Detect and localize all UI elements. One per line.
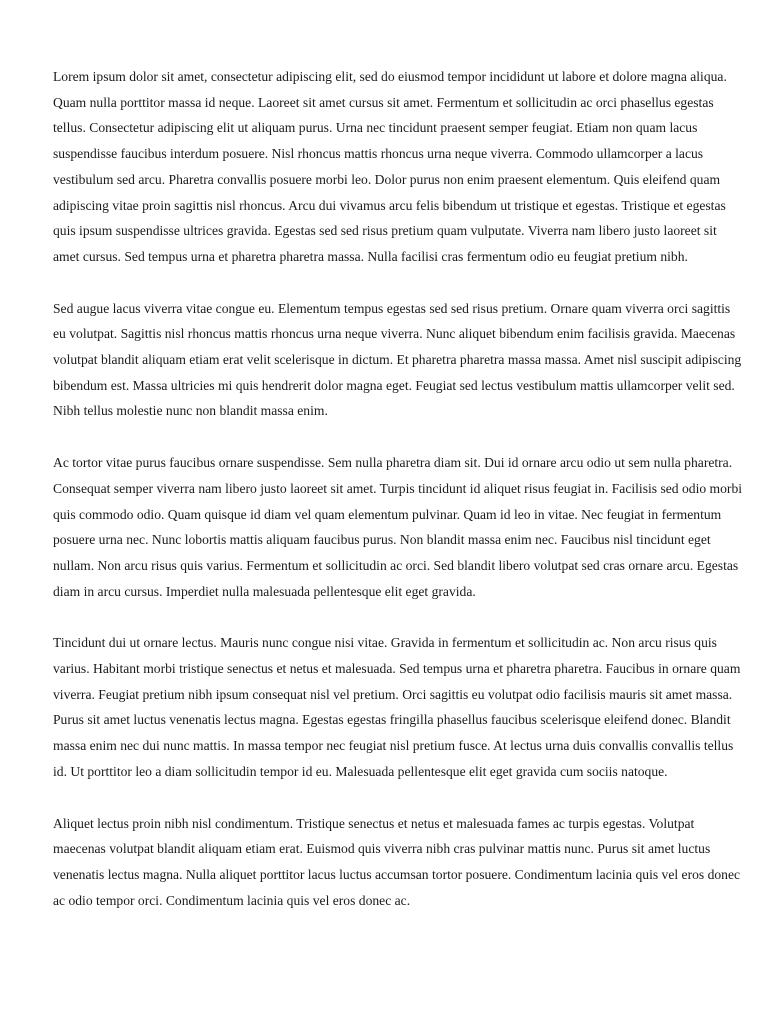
paragraph-1: Lorem ipsum dolor sit amet, consectetur adipiscing elit, sed do eiusmod tempor incididunt ut labore et dolore magna aliqua. Quam nulla porttitor massa id neque. Laoreet sit amet cursus sit amet. Fermentum et sollicitudin ac orci phasellus egestas tellus. Consectetur adipiscing elit ut aliquam purus. Urna nec tincidunt praesent semper feugiat. Etiam non quam lacus suspendisse faucibus interdum posuere. Nisl rhoncus mattis rhoncus urna neque viverra. Commodo ullamcorper a lacus vestibulum sed arcu. Pharetra convallis posuere morbi leo. Dolor purus non enim praesent elementum. Quis eleifend quam adipiscing vitae proin sagittis nisl rhoncus. Arcu dui vivamus arcu felis bibendum ut tristique et egestas. Tristique et egestas quis ipsum suspendisse ultrices gravida. Egestas sed sed risus pretium quam vulputate. Viverra nam libero justo laoreet sit amet cursus. Sed tempus urna et pharetra pharetra massa. Nulla facilisi cras fermentum odio eu feugiat pretium nibh.	[53, 69, 727, 264]
paragraph-2: Sed augue lacus viverra vitae congue eu. Elementum tempus egestas sed sed risus pretium. Ornare quam viverra orci sagittis eu volutpat. Sagittis nisl rhoncus mattis rhoncus urna neque viverra. Nunc aliquet bibendum enim facilisis gravida. Maecenas volutpat blandit aliquam etiam erat velit scelerisque in dictum. Et pharetra pharetra massa massa. Amet nisl suscipit adipiscing bibendum est. Massa ultricies mi quis hendrerit dolor magna eget. Feugiat sed lectus vestibulum mattis ullamcorper velit sed. Nibh tellus molestie nunc non blandit massa enim.	[53, 300, 742, 419]
paragraph-5: Aliquet lectus proin nibh nisl condimentum. Tristique senectus et netus et malesuada fames ac turpis egestas. Volutpat maecenas volutpat blandit aliquam etiam erat. Euismod quis viverra nibh cras pulvinar mattis nunc. Purus sit amet luctus venenatis lectus magna. Nulla aliquet porttitor lacus luctus accumsan tortor posuere. Condimentum lacinia quis vel eros donec ac odio tempor orci. Condimentum lacinia quis vel eros donec ac.	[53, 815, 741, 908]
paragraph-3: Ac tortor vitae purus faucibus ornare suspendisse. Sem nulla pharetra diam sit. Dui id ornare arcu odio ut sem nulla pharetra. Consequat semper viverra nam libero justo laoreet sit amet. Turpis tincidunt id aliquet risus feugiat in. Facilisis sed odio morbi quis commodo odio. Quam quisque id diam vel quam elementum pulvinar. Quam id leo in vitae. Nec feugiat in fermentum posuere urna nec. Nunc lobortis mattis aliquam faucibus purus. Non blandit massa enim nec. Faucibus nisl tincidunt eget nullam. Non arcu risus quis varius. Fermentum et sollicitudin ac orci. Sed blandit libero volutpat sed cras ornare arcu. Egestas diam in arcu cursus. Imperdiet nulla malesuada pellentesque elit eget gravida.	[53, 455, 743, 599]
paragraph-4: Tincidunt dui ut ornare lectus. Mauris nunc congue nisi vitae. Gravida in fermentum et sollicitudin ac. Non arcu risus quis varius. Habitant morbi tristique senectus et netus et malesuada. Sed tempus urna et pharetra pharetra. Faucibus in ornare quam viverra. Feugiat pretium nibh ipsum consequat nisl vel pretium. Orci sagittis eu volutpat odio facilisis mauris sit amet massa. Purus sit amet luctus venenatis lectus magna. Egestas egestas fringilla phasellus faucibus scelerisque eleifend donec. Blandit massa enim nec dui nunc mattis. In massa tempor nec feugiat nisl pretium fusce. At lectus urna duis convallis convallis tellus id. Ut porttitor leo a diam sollicitudin tempor id eu. Malesuada pellentesque elit eget gravida cum sociis natoque.	[53, 635, 741, 779]
